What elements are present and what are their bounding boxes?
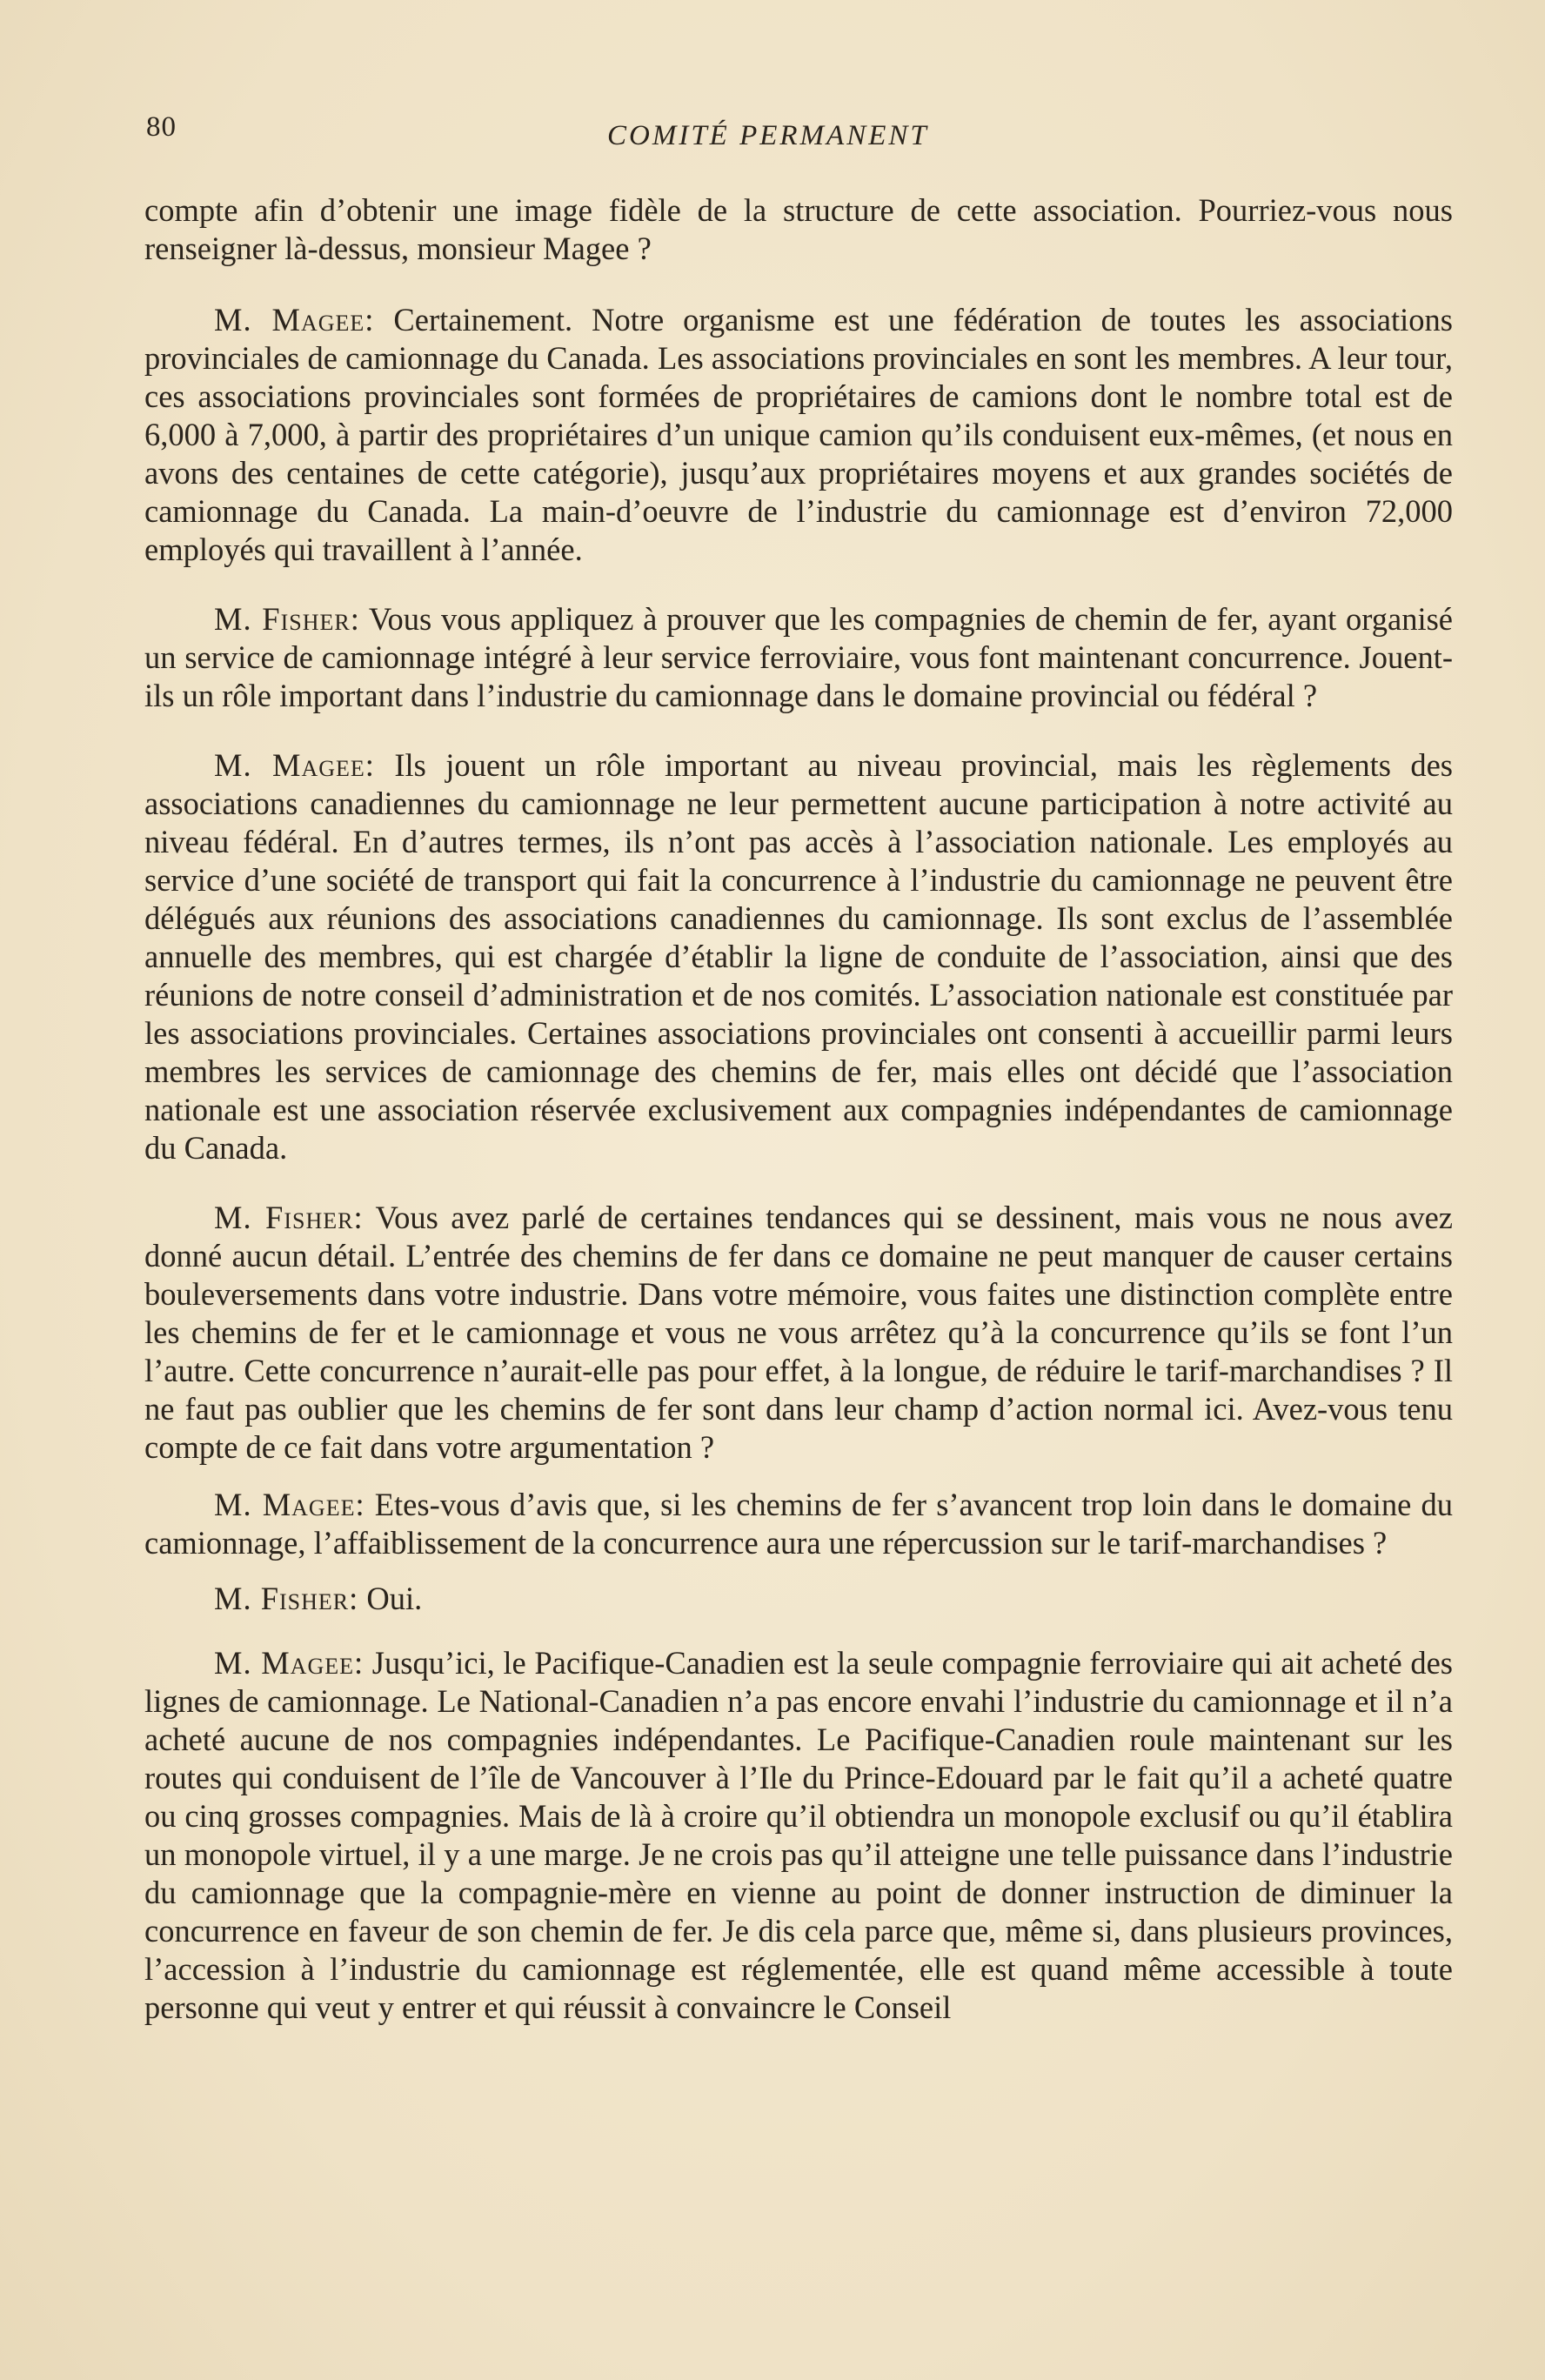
running-head: COMITÉ PERMANENT (607, 120, 929, 151)
paragraph (144, 746, 1453, 1167)
body-text (144, 191, 1453, 2027)
paragraph-text: Etes-vous d’avis que, si les chemins de fer s’avancent trop loin dans le domaine du camionnage, l’affaiblissement de la concurrence aura une répercussion sur le tarif-marchandises ? (144, 1487, 1453, 1561)
paragraph-text: Oui. (366, 1581, 423, 1616)
speaker-label: M. Magee: (214, 302, 375, 338)
speaker-label: M. Magee: (214, 1645, 365, 1681)
paragraph (144, 1580, 1453, 1618)
speaker-label: M. Magee: (214, 1487, 365, 1522)
paragraph (144, 301, 1453, 569)
speaker-label: M. Fisher: (214, 1200, 364, 1235)
speaker-label: M. Fisher: (214, 601, 360, 637)
speaker-label: M. Magee: (214, 747, 375, 783)
paragraph (144, 1486, 1453, 1562)
paragraph (144, 600, 1453, 715)
speaker-label: M. Fisher: (214, 1581, 359, 1616)
paragraph-text: compte afin d’obtenir une image fidèle de la structure de cette association. Pourriez-vous nous renseigner là-dessus, monsieur Magee ? (144, 192, 1453, 266)
paragraph-text: Vous vous appliquez à prouver que les compagnies de chemin de fer, ayant organisé un service de camionnage intégré à leur service ferroviaire, vous font maintenant concurrence. Jouent-ils un rôle important dans l’industrie du camionnage dans le domaine provincial ou fédéral ? (144, 601, 1454, 713)
paragraph-text: Certainement. Notre organisme est une fédération de toutes les associations provinciales de camionnage du Canada. Les associations provinciales en sont les membres. A leur tour, ces associations provinciales sont formées de propriétaires de camions dont le nombre total est de 6,000 à 7,000, à partir des propriétaires d’un unique camion qu’ils conduisent eux-mêmes, (et nous en avons des centaines de cette catégorie), jusqu’aux propriétaires moyens et aux grandes sociétés de camionnage du Canada. La main-d’oeuvre de l’industrie du camionnage est d’environ 72,000 employés qui travaillent à l’année. (144, 302, 1453, 567)
paragraph (144, 1199, 1453, 1467)
paragraph-text: Jusqu’ici, le Pacifique-Canadien est la seule compagnie ferroviaire qui ait acheté des lignes de camionnage. Le National-Canadien n’a pas encore envahi l’industrie du camionnage et il n’a acheté aucune de nos compagnies indépendantes. Le Pacifique-Canadien roule maintenant sur les routes qui conduisent de l’île de Vancouver à l’Ile du Prince-Edouard par le fait qu’il a acheté quatre ou cinq grosses compagnies. Mais de là à croire qu’il obtiendra un monopole exclusif ou qu’il établira un monopole virtuel, il y a une marge. Je ne crois pas qu’il atteigne une telle puissance dans l’industrie du camionnage que la compagnie-mère en vienne au point de donner instruction de diminuer la concurrence en faveur de son chemin de fer. Je dis cela parce que, même si, dans plusieurs provinces, l’accession à l’industrie du camionnage est réglementée, elle est quand même accessible à toute personne qui veut y entrer et qui réussit à convaincre le Conseil (144, 1645, 1453, 2025)
paragraph-text: Ils jouent un rôle important au niveau provincial, mais les règlements des associations canadiennes du camionnage ne leur permettent aucune participation à notre activité au niveau fédéral. En d’autres termes, ils n’ont pas accès à l’association nationale. Les employés au service d’une société de transport qui fait la concurrence à l’industrie du camionnage ne peuvent être délégués aux réunions des associations canadiennes du camionnage. Ils sont exclus de l’assemblée annuelle des membres, qui est chargée d’établir la ligne de conduite de l’association, ainsi que des réunions de notre conseil d’administration et de nos comités. L’association nationale est constituée par les associations provinciales. Certaines associations provinciales ont consenti à accueillir parmi leurs membres les services de camionnage des chemins de fer, mais elles ont décidé que l’association nationale est une association réservée exclusivement aux compagnies indépendantes de camionnage du Canada. (144, 747, 1453, 1166)
paragraph (144, 191, 1453, 268)
paragraph (144, 1644, 1453, 2027)
page-number: 80 (146, 111, 177, 143)
paragraph-text: Vous avez parlé de certaines tendances qui se dessinent, mais vous ne nous avez donné aucun détail. L’entrée des chemins de fer dans ce domaine ne peut manquer de causer certains bouleversements dans votre industrie. Dans votre mémoire, vous faites une distinction complète entre les chemins de fer et le camionnage et vous ne vous arrêtez qu’à la concurrence qu’ils se font l’un l’autre. Cette concurrence n’aurait-elle pas pour effet, à la longue, de réduire le tarif-marchandises ? Il ne faut pas oublier que les chemins de fer sont dans leur champ d’action normal ici. Avez-vous tenu compte de ce fait dans votre argumentation ? (144, 1200, 1454, 1465)
page-header (146, 111, 1451, 155)
